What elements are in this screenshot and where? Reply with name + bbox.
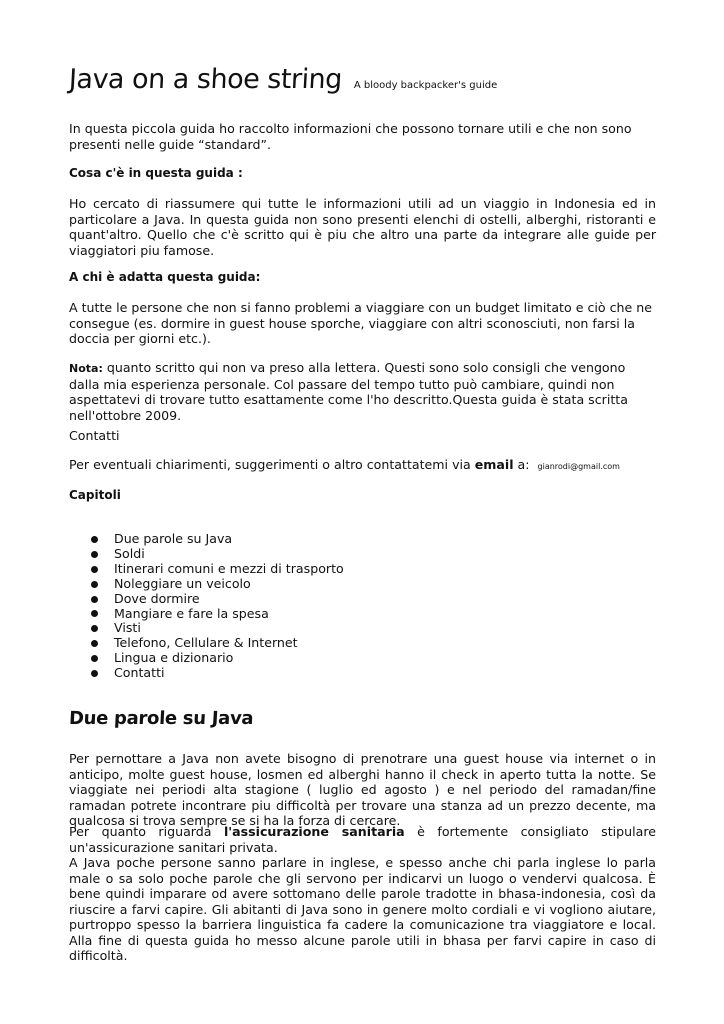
section-paragraph-1: Per pernottare a Java non avete bisogno di prenotrare una guest house via internet o in anticipo, molte guest house, losmen ed alberghi hanno il check in aperto tutta la notte. Se viaggiate nei periodi alta stagione ( luglio ed agosto ) e nel periodo del ramadan/fine ramadan potrete incontrare piu difficoltà per trovare una stanza ad un prezzo decente, ma qualcosa si trova sempre se si ha la forza di cercare. xyxy=(69,751,656,828)
document-subtitle: A bloody backpacker's guide xyxy=(353,80,498,91)
chapters-list xyxy=(69,532,678,681)
chapter-item: Due parole su Java xyxy=(91,532,678,547)
bullet-icon xyxy=(91,625,98,632)
chapters-heading: Capitoli xyxy=(69,488,121,502)
bullet-icon xyxy=(91,596,98,603)
document-title: Java on a shoe string xyxy=(68,64,343,95)
email-address: gianrodi@gmail.com xyxy=(537,462,620,471)
chapter-item: Visti xyxy=(91,621,678,636)
section-paragraph-2: Per quanto riguarda l'assicurazione sanitaria è fortemente consigliato stipulare un'assicurazione sanitari privata. xyxy=(69,824,657,855)
chapter-item: Dove dormire xyxy=(91,592,678,607)
document-header xyxy=(69,64,656,106)
chapter-item: Contatti xyxy=(91,666,678,681)
chapter-item: Telefono, Cellulare & Internet xyxy=(91,636,678,651)
bullet-icon xyxy=(91,610,98,617)
chapter-item: Mangiare e fare la spesa xyxy=(91,607,678,622)
note-paragraph xyxy=(69,360,656,423)
guide-contents-heading: Cosa c'è in questa guida : xyxy=(69,166,243,180)
guide-contents-paragraph: Ho cercato di riassumere qui tutte le informazioni utili ad un viaggio in Indonesia ed in particolare a Java. In questa guida non sono presenti elenchi di ostelli, alberghi, ristoranti e quant'altro. Quello che c'è scritto qui è piu che altro una parte da integrare alle guide per viaggiatori piu famose. xyxy=(69,196,656,258)
chapter-item: Itinerari comuni e mezzi di trasporto xyxy=(91,562,678,577)
contacts-paragraph xyxy=(69,457,656,475)
bullet-icon xyxy=(91,670,98,677)
note-text: quanto scritto qui non va preso alla lettera. Questi sono solo consigli che vengono dalla mia esperienza personale. Col passare del tempo tutto può cambiare, quindi non aspettatevi di trovare tutto esattamente come l'ho descritto.Questa guida è stata scritta nell'ottobre 2009. xyxy=(69,360,628,423)
insurance-term: l'assicurazione sanitaria xyxy=(223,824,405,839)
bullet-icon xyxy=(91,581,98,588)
bullet-icon xyxy=(91,655,98,662)
chapter-item: Soldi xyxy=(91,547,678,562)
bullet-icon xyxy=(91,566,98,573)
email-label: email xyxy=(474,457,514,472)
bullet-icon xyxy=(91,551,98,558)
chapter-item: Noleggiare un veicolo xyxy=(91,577,678,592)
note-label: Nota: xyxy=(69,362,103,375)
bullet-icon xyxy=(91,640,98,647)
bullet-icon xyxy=(91,536,98,543)
section-title: Due parole su Java xyxy=(68,708,254,729)
contacts-text-after: a: xyxy=(513,457,530,472)
audience-heading: A chi è adatta questa guida: xyxy=(69,270,261,284)
section-paragraph-3: A Java poche persone sanno parlare in inglese, e spesso anche chi parla inglese lo parla male o sa solo poche parole che gli servono per indicarvi un luogo o vendervi qualcosa. È bene quindi imparare od avere sottomano delle parole tradotte in bhasa-indonesia, così da riuscire a farvi capire. Gli abitanti di Java sono in genere molto cordiali e vi vogliono aiutare, purtroppo spesso la barriera linguistica fa cadere la comunicazione tra viaggiatore e local. Alla fine di questa guida ho messo alcune parole utili in bhasa per farvi capire in caso di difficoltà. xyxy=(69,855,656,963)
audience-paragraph: A tutte le persone che non si fanno problemi a viaggiare con un budget limitato e ciò che ne consegue (es. dormire in guest house sporche, viaggiare con altri sconosciuti, non farsi la doccia per giorni etc.). xyxy=(69,300,652,346)
intro-paragraph: In questa piccola guida ho raccolto informazioni che possono tornare utili e che non sono presenti nelle guide “standard”. xyxy=(69,121,632,152)
contacts-heading: Contatti xyxy=(69,428,120,443)
chapter-item: Lingua e dizionario xyxy=(91,651,678,666)
contacts-text: Per eventuali chiarimenti, suggerimenti o altro contattatemi via xyxy=(69,457,475,472)
